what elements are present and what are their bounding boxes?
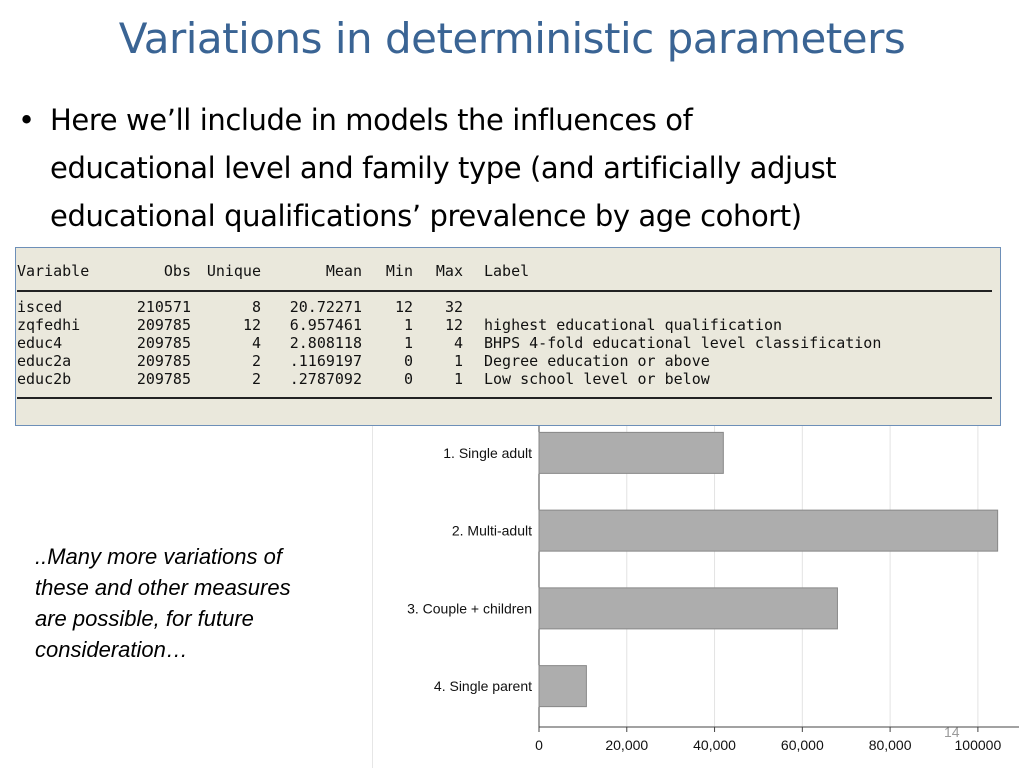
cell-min: 0 xyxy=(403,352,413,370)
header-obs: Obs xyxy=(163,262,191,280)
cell-min: 0 xyxy=(403,370,413,388)
cell-max: 1 xyxy=(453,370,463,388)
bar xyxy=(539,432,723,473)
bullet-line: educational level and family type (and artificially adjust xyxy=(50,151,837,185)
cell-variable: educ2b xyxy=(17,370,72,388)
cell-unique: 8 xyxy=(251,298,261,316)
x-tick-label: 60,000 xyxy=(780,737,824,753)
cell-obs: 210571 xyxy=(136,298,191,316)
category-label: 2. Multi-adult xyxy=(451,522,532,539)
cell-unique: 4 xyxy=(251,334,261,352)
x-tick-label: 20,000 xyxy=(605,737,649,753)
cell-max: 32 xyxy=(444,298,463,316)
bullet-line: educational qualifications’ prevalence by age cohort) xyxy=(50,199,802,233)
header-min: Min xyxy=(385,262,413,280)
cell-max: 1 xyxy=(453,352,463,370)
table-header-row xyxy=(17,262,530,280)
header-unique: Unique xyxy=(206,262,261,280)
cell-unique: 2 xyxy=(251,352,261,370)
x-tick-label: 0 xyxy=(535,737,543,753)
cell-variable: isced xyxy=(17,298,63,316)
cell-min: 1 xyxy=(403,334,413,352)
x-tick-label: 100000 xyxy=(954,737,1002,753)
cell-obs: 209785 xyxy=(136,352,191,370)
cell-mean: .1169197 xyxy=(289,352,362,370)
italic-note xyxy=(35,541,355,665)
cell-max: 12 xyxy=(444,316,463,334)
category-label: 1. Single adult xyxy=(443,444,532,461)
category-label: 3. Couple + children xyxy=(407,600,532,617)
header-mean: Mean xyxy=(325,262,362,280)
note-line: these and other measures xyxy=(35,575,291,600)
bar xyxy=(539,588,837,629)
cell-min: 1 xyxy=(403,316,413,334)
header-max: Max xyxy=(435,262,463,280)
header-variable: Variable xyxy=(17,262,90,280)
cell-mean: 20.72271 xyxy=(289,298,362,316)
bullet-line: Here we’ll include in models the influences of xyxy=(50,103,693,137)
table-rule-bottom xyxy=(17,397,992,399)
cell-obs: 209785 xyxy=(136,316,191,334)
cell-mean: 6.957461 xyxy=(289,316,362,334)
cell-obs: 209785 xyxy=(136,370,191,388)
table-rule-top xyxy=(17,290,992,292)
bullet-text xyxy=(50,96,1008,240)
cell-obs: 209785 xyxy=(136,334,191,352)
cell-mean: 2.808118 xyxy=(289,334,362,352)
stata-summary-table xyxy=(15,247,1001,426)
x-tick-label: 80,000 xyxy=(868,737,912,753)
note-line: ..Many more variations of xyxy=(35,544,282,569)
bullet-dot-icon: • xyxy=(18,103,35,137)
cell-variable: educ2a xyxy=(17,352,72,370)
cell-max: 4 xyxy=(453,334,463,352)
cell-mean: .2787092 xyxy=(289,370,362,388)
cell-variable: zqfedhi xyxy=(17,316,81,334)
cell-min: 12 xyxy=(394,298,413,316)
cell-unique: 12 xyxy=(242,316,261,334)
cell-variable: educ4 xyxy=(17,334,63,352)
cell-label: BHPS 4-fold educational level classification xyxy=(484,334,882,352)
bar xyxy=(539,666,586,707)
cell-label: Low school level or below xyxy=(484,370,710,388)
note-line: consideration… xyxy=(35,637,188,662)
bar xyxy=(539,510,998,551)
header-label: Label xyxy=(484,262,530,280)
cell-label: highest educational qualification xyxy=(484,316,783,334)
category-label: 4. Single parent xyxy=(433,678,532,695)
slide-title: Variations in deterministic parameters xyxy=(118,14,906,63)
slide-number: 14 xyxy=(944,724,960,740)
cell-unique: 2 xyxy=(251,370,261,388)
x-tick-label: 40,000 xyxy=(693,737,736,753)
note-line: are possible, for future xyxy=(35,606,254,631)
cell-label: Degree education or above xyxy=(484,352,710,370)
